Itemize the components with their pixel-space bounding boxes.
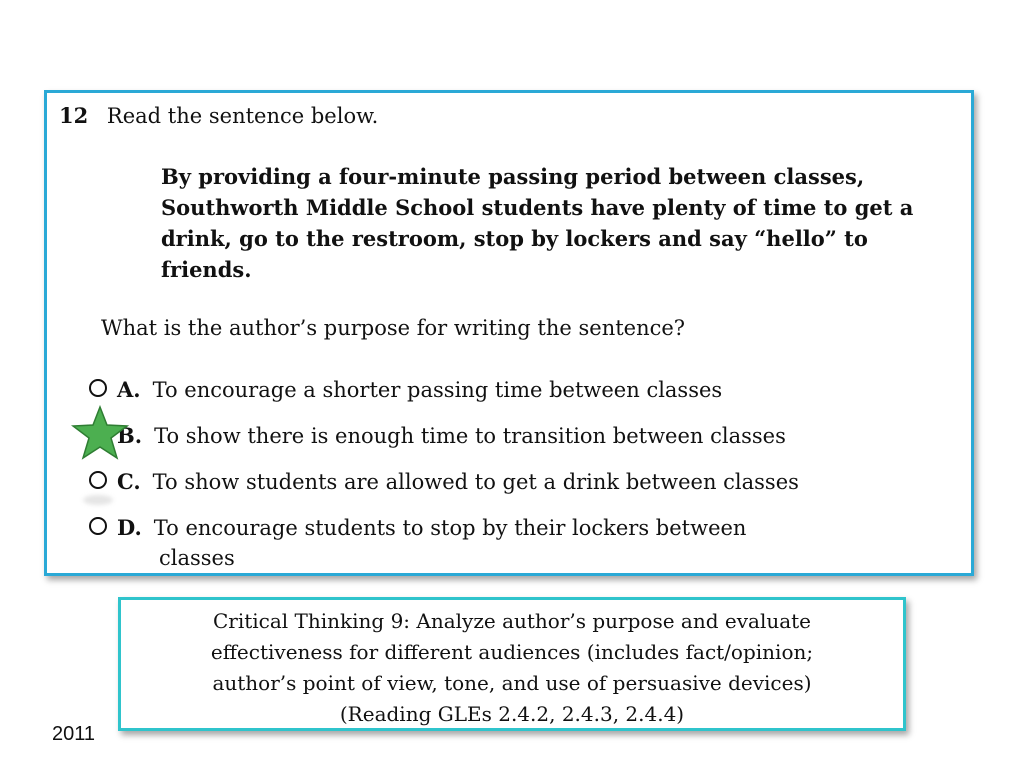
radio-c[interactable] — [89, 471, 107, 489]
choice-a[interactable] — [89, 375, 949, 405]
choice-letter: B. — [117, 423, 143, 448]
choice-letter: D. — [117, 515, 142, 540]
radio-a[interactable] — [89, 379, 107, 397]
question-box — [44, 90, 974, 576]
radio-d[interactable] — [89, 517, 107, 535]
quoted-sentence: By providing a four-minute passing period between classes, Southworth Middle School students have plenty of time to get a drink, go to the restroom, stop by lockers and say “hello” to friends. — [161, 164, 914, 282]
standard-line-2: effectiveness for different audiences (includes fact/opinion; — [210, 640, 814, 664]
choice-text: To encourage a shorter passing time between classes — [152, 378, 723, 402]
choice-text: To show there is enough time to transition between classes — [154, 424, 786, 448]
green-star-icon — [71, 405, 129, 461]
choice-b[interactable] — [89, 421, 949, 451]
standard-line-4: (Reading GLEs 2.4.2, 2.4.3, 2.4.4) — [339, 702, 685, 726]
choice-letter: A. — [117, 377, 141, 402]
standard-line-3: author’s point of view, tone, and use of persuasive devices) — [212, 671, 812, 695]
choice-text-continuation: classes — [159, 546, 235, 570]
choice-letter: C. — [117, 469, 141, 494]
year-label: 2011 — [52, 723, 96, 745]
choice-c[interactable] — [89, 467, 949, 497]
choice-text: To encourage students to stop by their lockers between — [153, 516, 747, 540]
standard-box — [118, 597, 906, 731]
question-number: 12 — [59, 103, 89, 128]
choice-text: To show students are allowed to get a drink between classes — [152, 470, 799, 494]
standard-line-1: Critical Thinking 9: Analyze author’s purpose and evaluate — [212, 609, 812, 633]
question-header — [59, 103, 378, 128]
question-prompt: What is the author’s purpose for writing the sentence? — [101, 316, 686, 340]
question-instruction: Read the sentence below. — [106, 104, 379, 128]
choice-d[interactable] — [89, 513, 949, 573]
shadow-mark — [83, 495, 113, 505]
